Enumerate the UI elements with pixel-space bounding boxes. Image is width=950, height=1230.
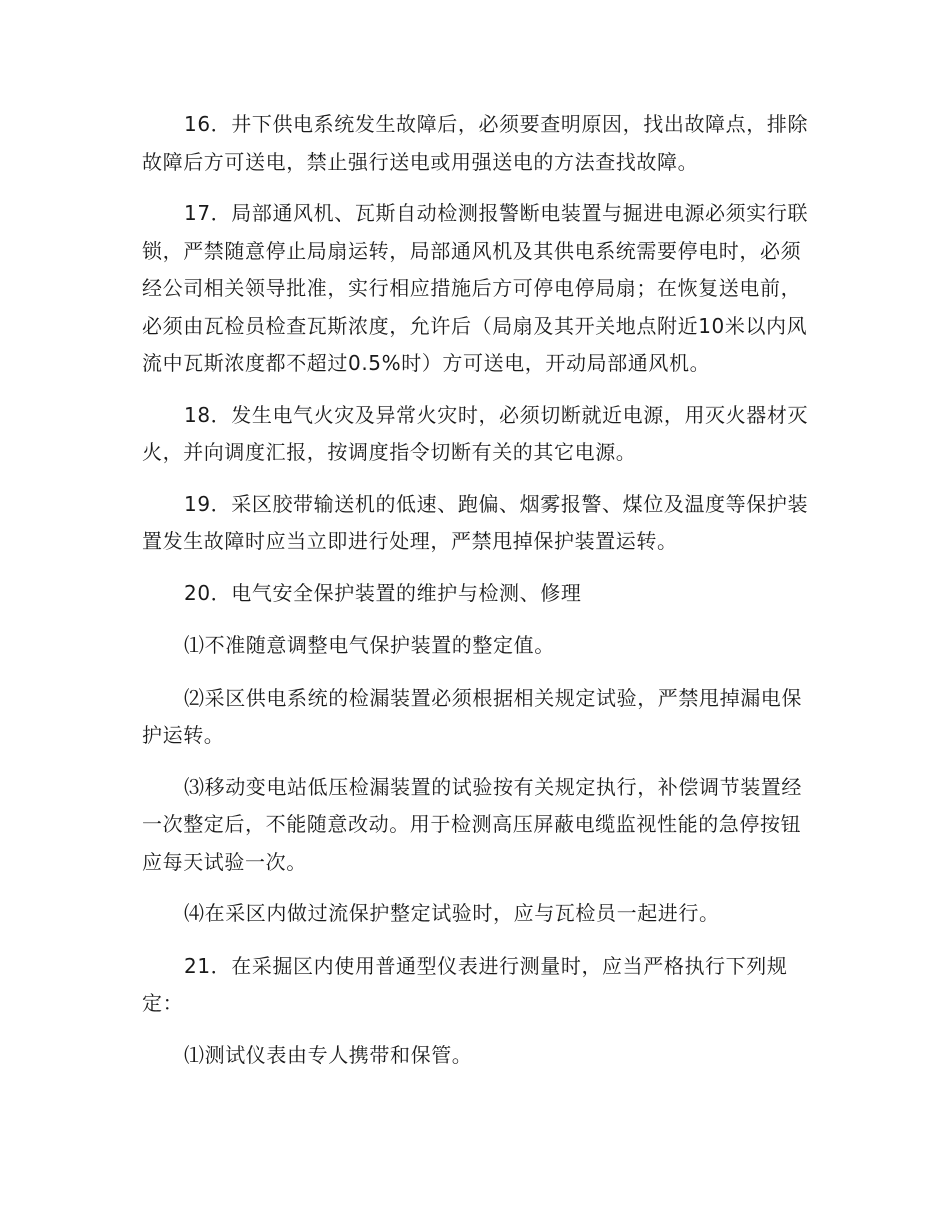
paragraph-16: 16．井下供电系统发生故障后，必须要查明原因，找出故障点，排除故障后方可送电，禁止强行送电或用强送电的方法查找故障。 xyxy=(142,112,809,174)
paragraph-21: 21．在采掘区内使用普通型仪表进行测量时，应当严格执行下列规定： xyxy=(142,953,788,1015)
paragraph-20-heading: 20．电气安全保护装置的维护与检测、修理 xyxy=(184,580,582,605)
paragraph-18: 18．发生电气火灾及异常火灾时，必须切断就近电源，用灭火器材灭火，并向调度汇报，按调度指令切断有关的其它电源。 xyxy=(142,402,809,464)
paragraph-19: 19．采区胶带输送机的低速、跑偏、烟雾报警、煤位及温度等保护装置发生故障时应当立即进行处理，严禁甩掉保护装置运转。 xyxy=(142,491,809,553)
document-body xyxy=(142,106,810,1089)
paragraph-20-item-2: ⑵采区供电系统的检漏装置必须根据相关规定试验，严禁甩掉漏电保护运转。 xyxy=(142,685,802,747)
paragraph-20-item-1: ⑴不准随意调整电气保护装置的整定值。 xyxy=(184,633,555,657)
paragraph-17: 17．局部通风机、瓦斯自动检测报警断电装置与掘进电源必须实行联锁，严禁随意停止局扇运转，局部通风机及其供电系统需要停电时，必须经公司相关领导批准，实行相应措施后方可停电停局扇；在恢复送电前，必须由瓦检员检查瓦斯浓度，允许后（局扇及其开关地点附近10米以内风流中瓦斯浓度都不超过0.5%时）方可送电，开动局部通风机。 xyxy=(142,201,809,375)
paragraph-20-item-3: ⑶移动变电站低压检漏装置的试验按有关规定执行，补偿调节装置经一次整定后，不能随意改动。用于检测高压屏蔽电缆监视性能的急停按钮应每天试验一次。 xyxy=(142,774,802,874)
paragraph-21-item-1: ⑴测试仪表由专人携带和保管。 xyxy=(184,1042,473,1067)
paragraph-20-item-4: ⑷在采区内做过流保护整定试验时，应与瓦检员一起进行。 xyxy=(184,901,720,925)
